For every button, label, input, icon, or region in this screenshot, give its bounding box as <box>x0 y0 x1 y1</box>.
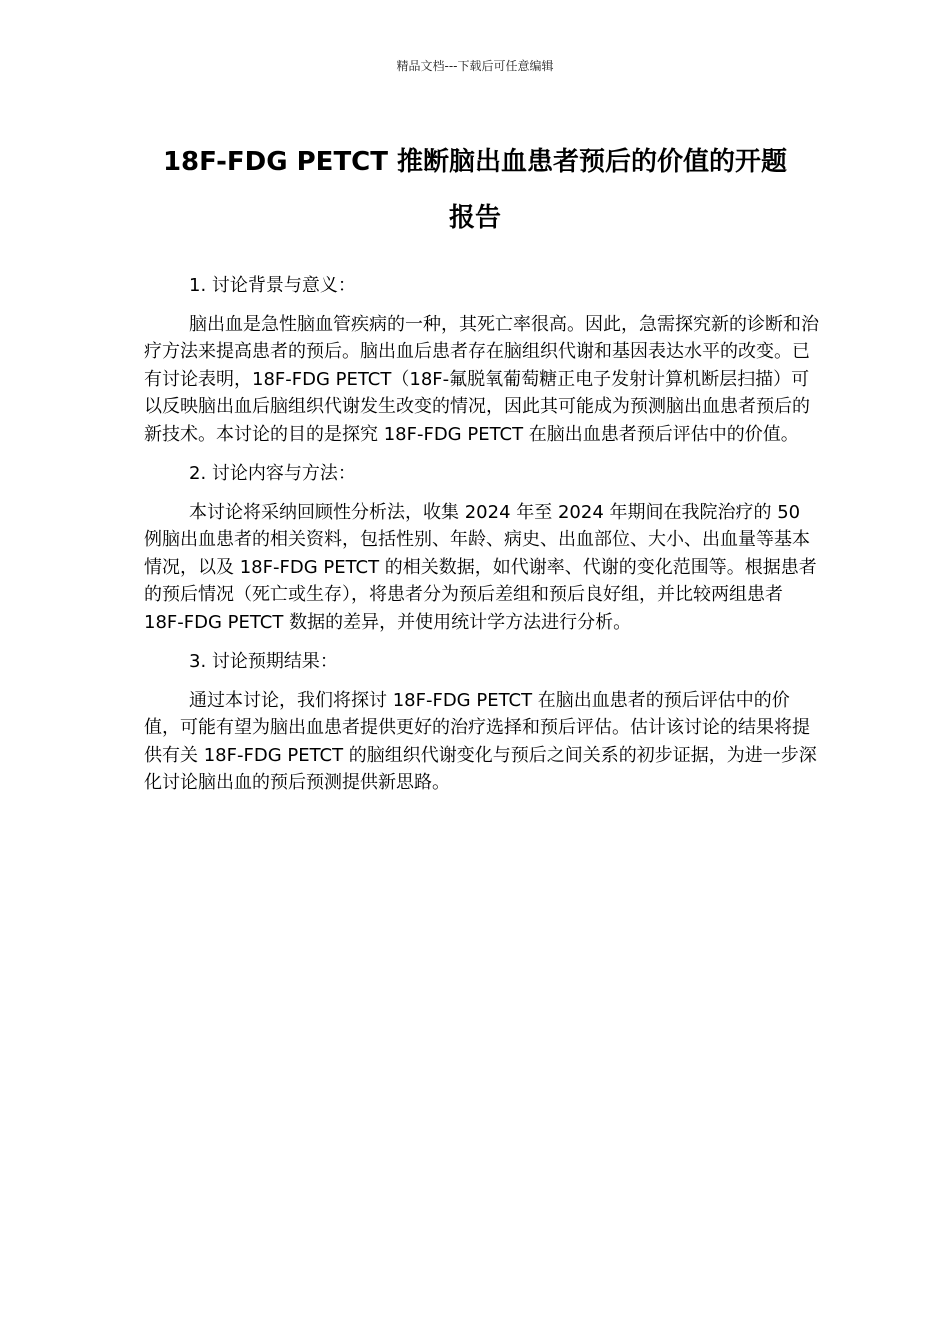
title-line-2: 报告 <box>448 203 501 233</box>
section-heading-background: 1. 讨论背景与意义： <box>189 275 356 296</box>
section-body-expected-results: 通过本讨论，我们将探讨 18F-FDG PETCT 在脑出血患者的预后评估中的价值，可能有望为脑出血患者提供更好的治疗选择和预后评估。估计该讨论的结果将提供有关 18F-FDG PETCT 的脑组织代谢变化与预后之间关系的初步证据，为进一步深化讨论脑出血的预后预测提供新思路。 <box>144 690 817 794</box>
title-line-1: 18F-FDG PETCT 推断脑出血患者预后的价值的开题 <box>162 147 788 177</box>
section-body-methods: 本讨论将采纳回顾性分析法，收集 2024 年至 2024 年期间在我院治疗的 50 例脑出血患者的相关资料，包括性别、年龄、病史、出血部位、大小、出血量等基本情况，以及 18F-FDG PETCT 的相关数据，如代谢率、代谢的变化范围等。根据患者的预后情况（死亡或生存），将患者分为预后差组和预后良好组，并比较两组患者 18F-FDG PETCT 数据的差异，并使用统计学方法进行分析。 <box>144 502 817 633</box>
header-note: 精品文档---下载后可任意编辑 <box>396 59 554 73</box>
document-body <box>144 272 820 809</box>
document-title <box>130 134 820 246</box>
section-heading-expected-results: 3. 讨论预期结果： <box>189 651 338 673</box>
section-heading-methods: 2. 讨论内容与方法： <box>189 463 356 485</box>
section-body-background: 脑出血是急性脑血管疾病的一种，其死亡率很高。因此，急需探究新的诊断和治疗方法来提高患者的预后。脑出血后患者存在脑组织代谢和基因表达水平的改变。已有讨论表明，18F-FDG PETCT（18F-氟脱氧葡萄糖正电子发射计算机断层扫描）可以反映脑出血后脑组织代谢发生改变的情况，因此其可能成为预测脑出血患者预后的新技术。本讨论的目的是探究 18F-FDG PETCT 在脑出血患者预后评估中的价值。 <box>144 314 819 445</box>
